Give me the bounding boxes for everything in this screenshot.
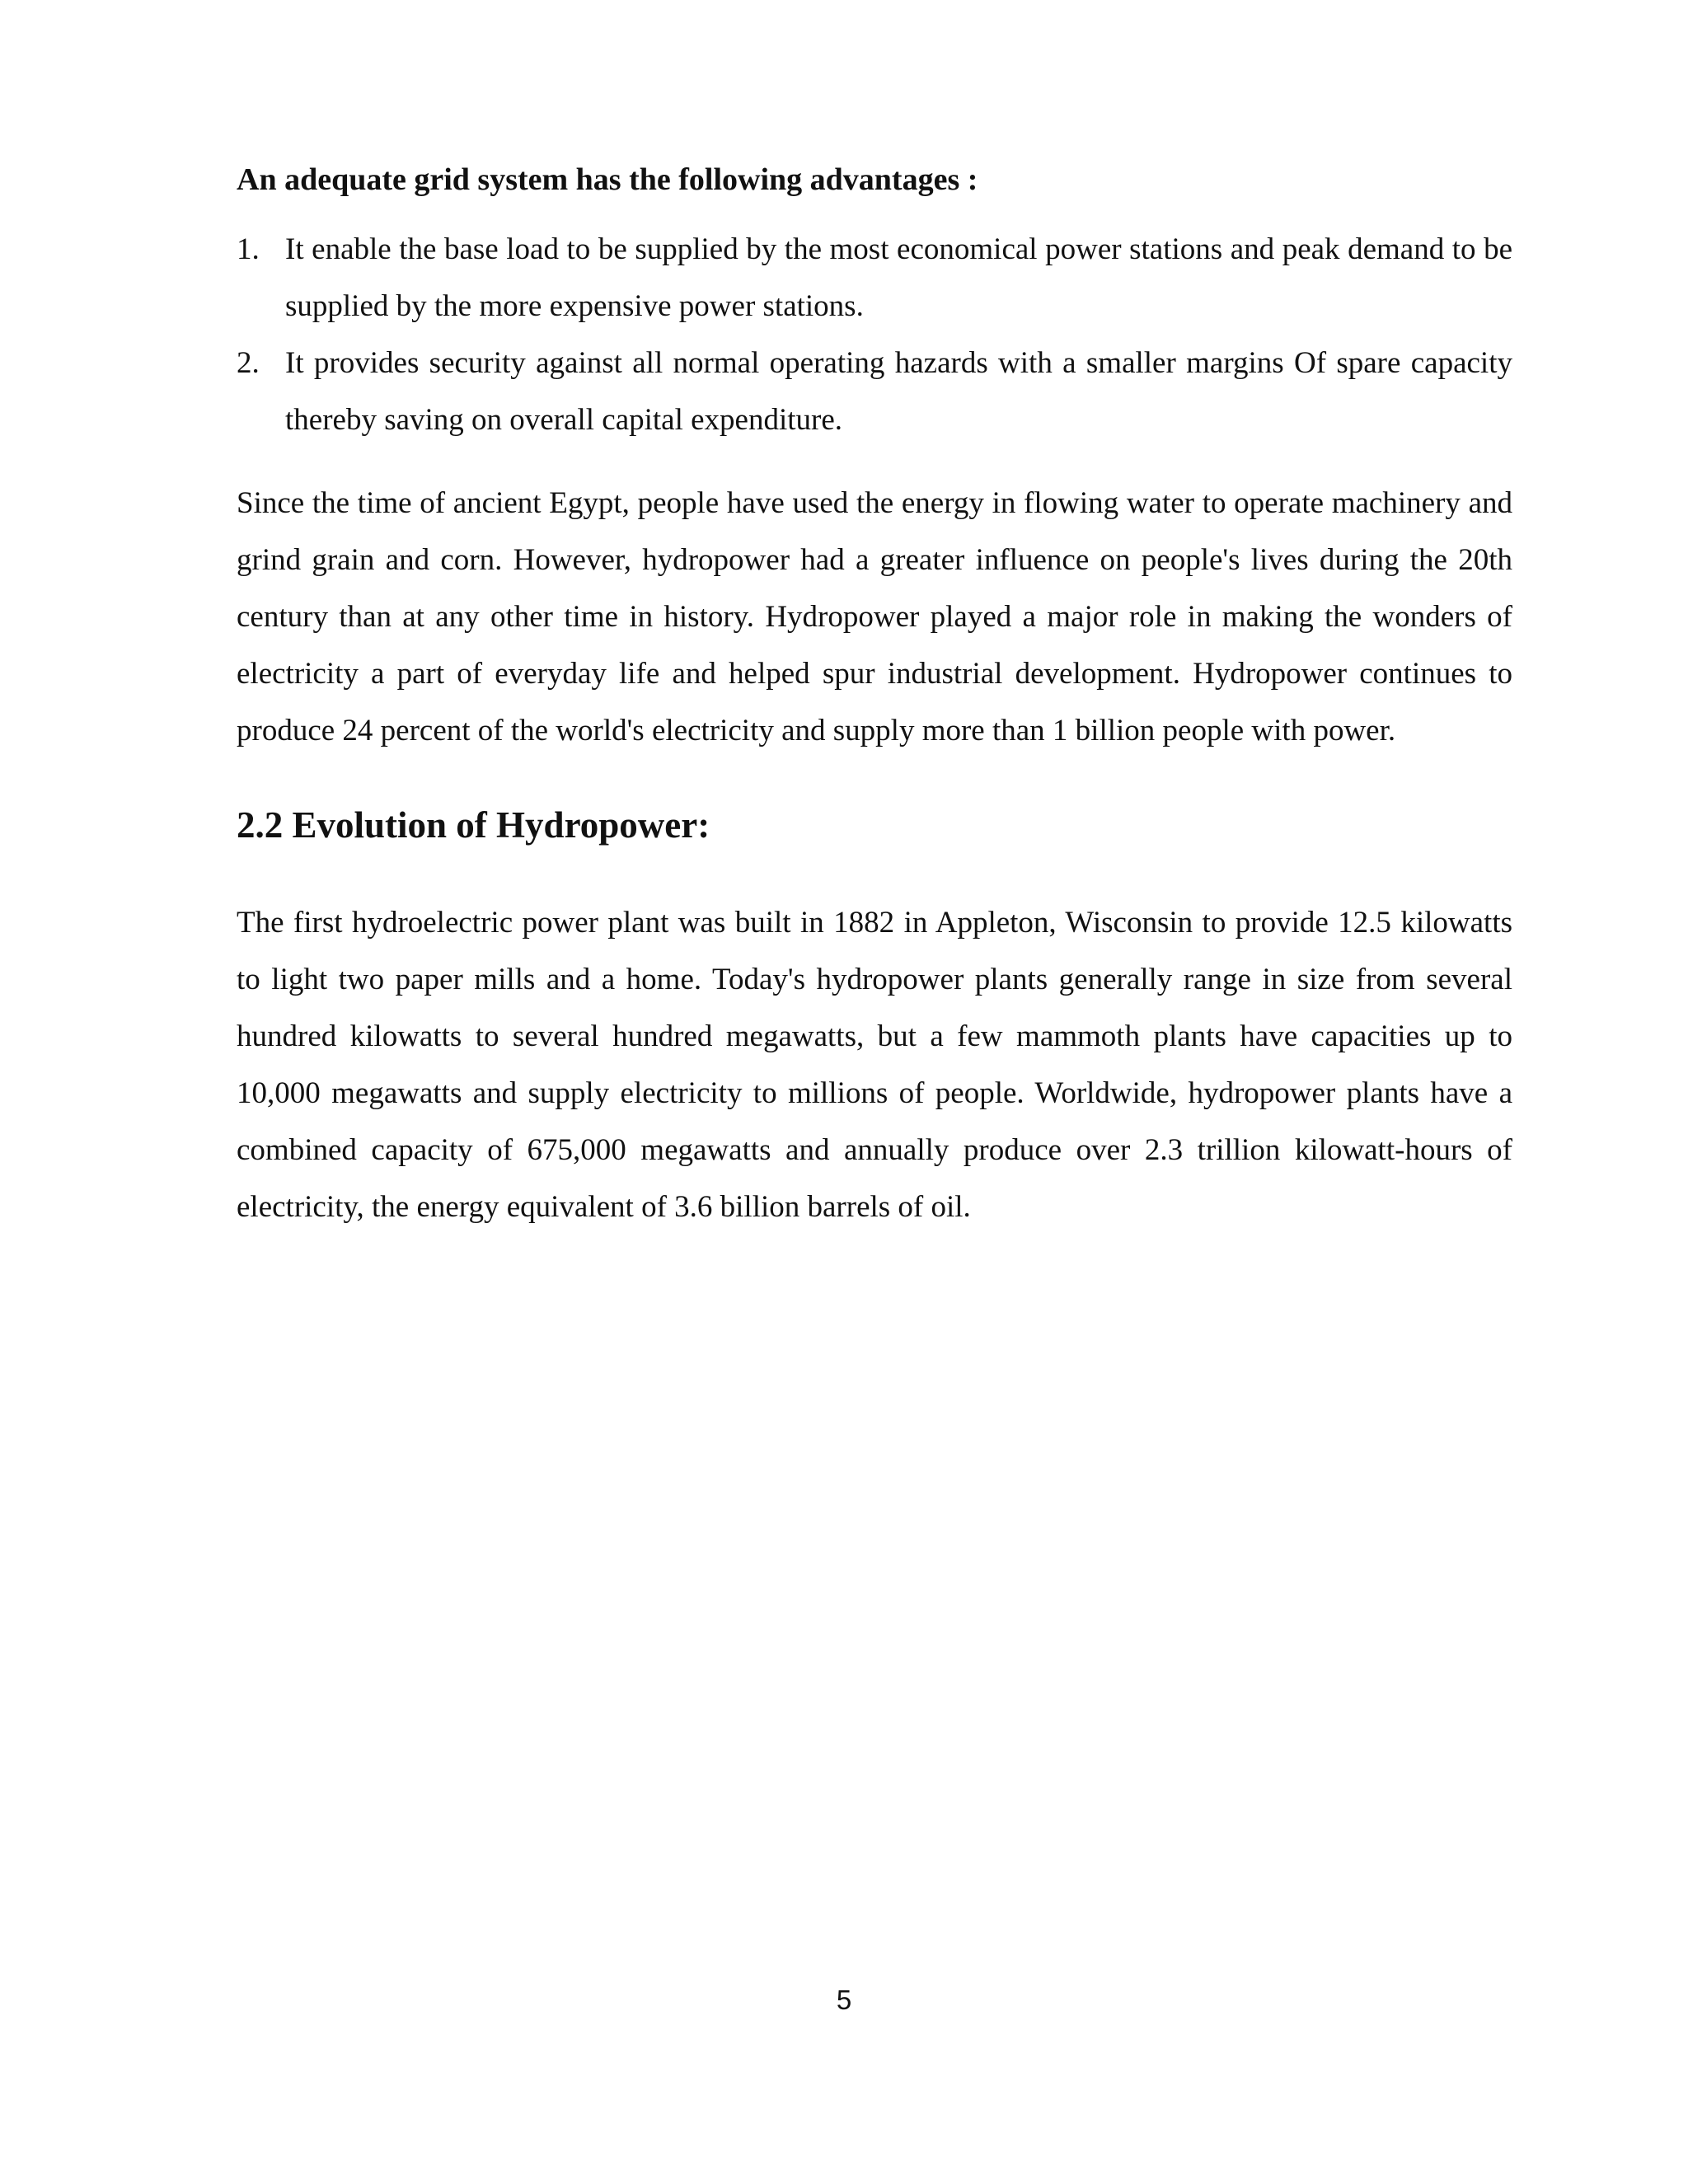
list-item (237, 221, 1512, 335)
list-item-text: It provides security against all normal operating hazards with a smaller margins Of spare capacity thereby saving on overall capital expenditure. (285, 346, 1512, 437)
section-heading: 2.2 Evolution of Hydropower: (237, 804, 710, 846)
advantages-list (237, 221, 1512, 448)
list-item-number: 2. (237, 346, 260, 380)
page-number: 5 (836, 1985, 852, 2015)
list-item-text: It enable the base load to be supplied by the most economical power stations and peak demand to be supplied by the more expensive power stations. (285, 232, 1512, 323)
page-content (237, 157, 1512, 1235)
evolution-paragraph: The first hydroelectric power plant was built in 1882 in Appleton, Wisconsin to provide 12.5 kilowatts to light two paper mills and a home. Today's hydropower plants generally range in size from several hundred kilowatts to several hundred megawatts, but a few mammoth plants have capacities up to 10,000 megawatts and supply electricity to millions of people. Worldwide, hydropower plants have a combined capacity of 675,000 megawatts and annually produce over 2.3 trillion kilowatt-hours of electricity, the energy equivalent of 3.6 billion barrels of oil. (237, 906, 1512, 1224)
list-item (237, 335, 1512, 448)
advantages-lead-heading: An adequate grid system has the following advantages : (237, 162, 978, 197)
list-item-number: 1. (237, 232, 260, 266)
history-paragraph: Since the time of ancient Egypt, people have used the energy in flowing water to operate machinery and grind grain and corn. However, hydropower had a greater influence on people's lives during the 20th century than at any other time in history. Hydropower played a major role in making the wonders of electricity a part of everyday life and helped spur industrial development. Hydropower continues to produce 24 percent of the world's electricity and supply more than 1 billion people with power. (237, 486, 1512, 748)
